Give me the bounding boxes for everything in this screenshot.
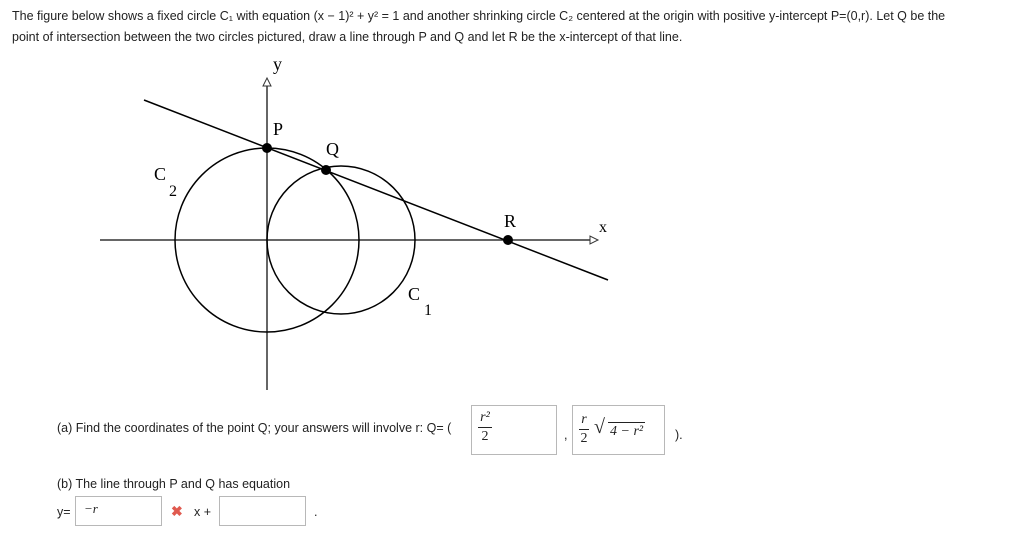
q-x-denominator: 2 (481, 429, 489, 444)
coordinate-comma: , (564, 428, 568, 442)
q-y-denominator: 2 (580, 431, 588, 446)
line-pq (144, 100, 608, 280)
point-p (262, 143, 272, 153)
y-axis-label: y (273, 54, 282, 74)
part-a-text: (a) Find the coordinates of the point Q; your answers will involve r: Q= ( (57, 421, 452, 435)
point-q (321, 165, 331, 175)
y-axis-arrow (263, 78, 271, 86)
incorrect-x-icon: ✖ (171, 503, 183, 519)
q-x-answer-box[interactable] (471, 405, 557, 455)
label-c2: C (154, 164, 167, 184)
sqrt-icon: √ (594, 416, 605, 438)
x-plus-label: x + (194, 505, 212, 519)
label-p: P (273, 119, 284, 139)
q-y-sqrt-content: 4 − r² (610, 424, 644, 439)
problem-line-1: The figure below shows a fixed circle C₁ with equation (x − 1)² + y² = 1 and another shrinking circle C₂ centered at the origin with positive y-intercept P=(0,r). Let Q be the (12, 9, 946, 23)
coordinate-close: ). (675, 428, 683, 442)
q-y-numerator: r (581, 412, 587, 427)
intercept-input[interactable] (219, 496, 306, 526)
q-y-answer-box[interactable] (572, 405, 665, 455)
y-equals-label: y= (57, 505, 71, 519)
x-axis-arrow (590, 236, 598, 244)
label-q: Q (326, 139, 339, 159)
problem-line-2: point of intersection between the two circles pictured, draw a line through P and Q and let R be the x-intercept of that line. (12, 30, 683, 44)
part-b-prompt: (b) The line through P and Q has equation (57, 477, 291, 491)
label-r: R (504, 211, 517, 231)
label-c1: C (408, 284, 421, 304)
label-c1-subscript: 1 (424, 302, 432, 319)
slope-input[interactable]: −r (75, 496, 162, 526)
point-r (503, 235, 513, 245)
equation-period: . (314, 505, 318, 519)
label-c2-subscript: 2 (169, 183, 177, 200)
q-x-numerator: r² (480, 410, 490, 425)
part-a-prompt (57, 421, 451, 435)
x-axis-label: x (599, 219, 607, 236)
